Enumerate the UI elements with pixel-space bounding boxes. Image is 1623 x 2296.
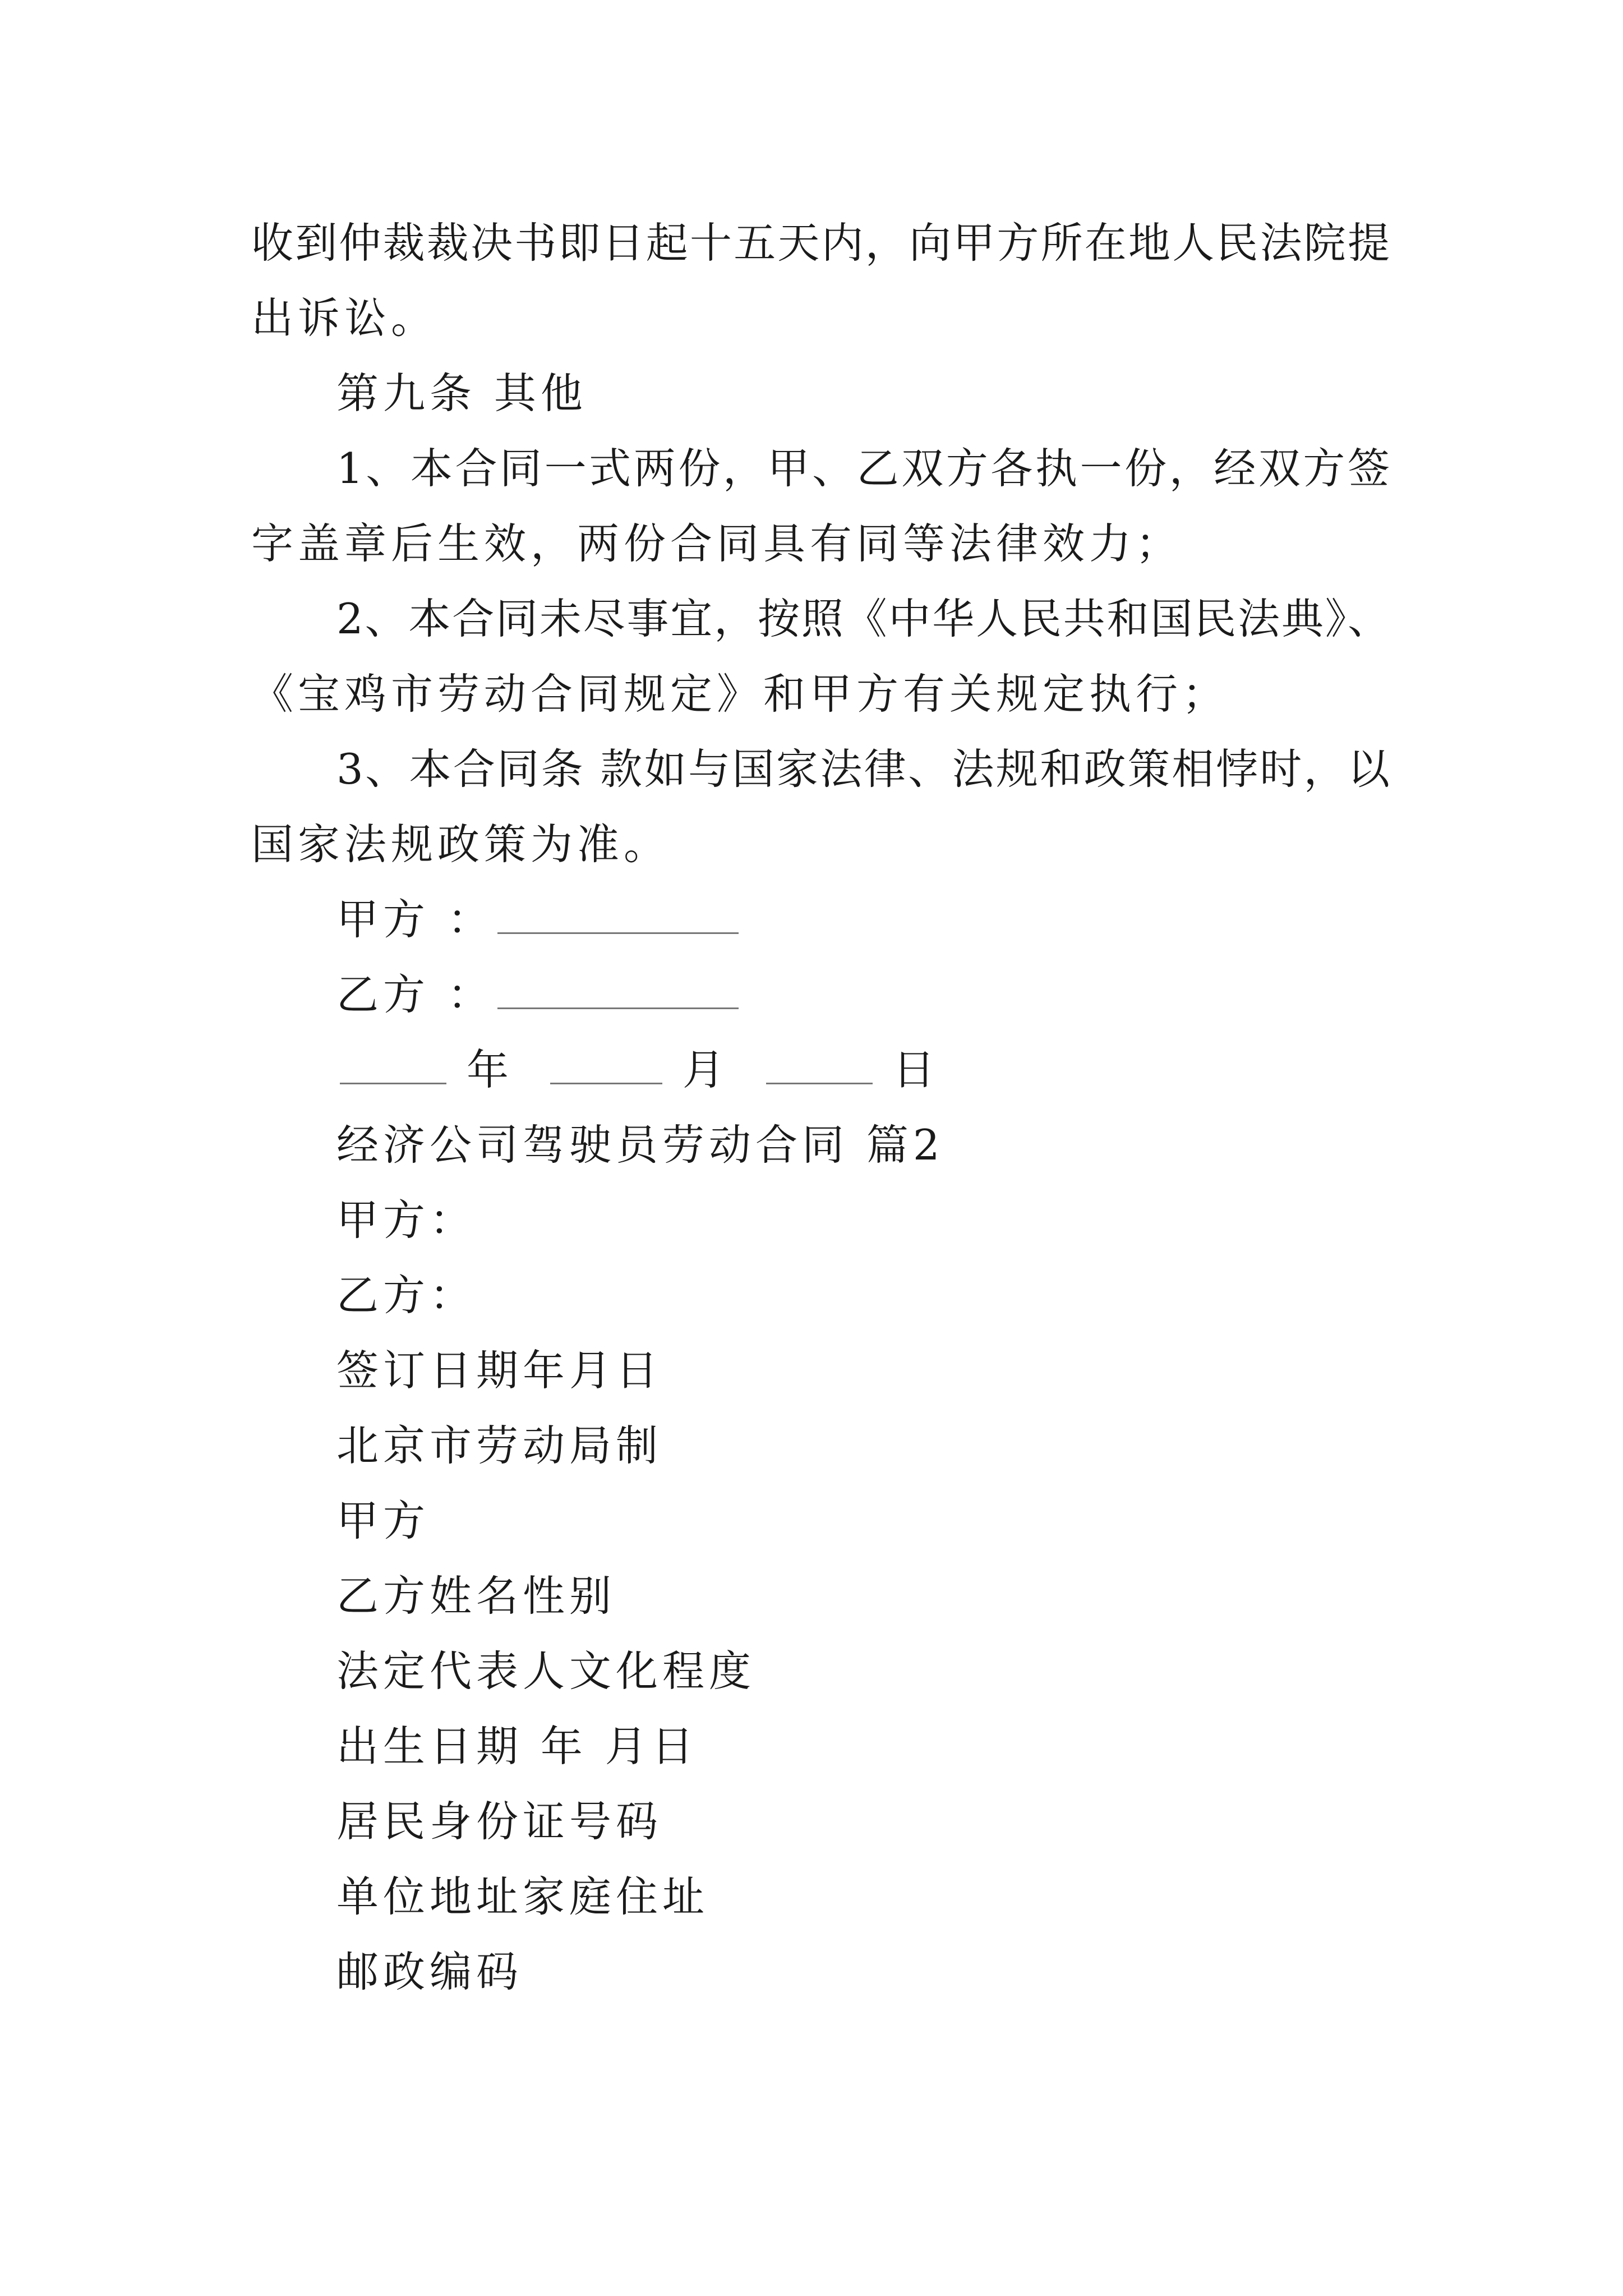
party-b-label: 乙方 ：: [336, 970, 494, 1019]
party-a-signature: [336, 891, 742, 947]
month-label: 月: [683, 1045, 730, 1094]
day-label: 日: [893, 1045, 940, 1094]
address-line: 单位地址家庭住址: [336, 1872, 709, 1921]
legal-rep-education-line: 法定代表人文化程度: [336, 1646, 756, 1696]
party-b-line: 乙方：: [336, 1271, 477, 1320]
article-heading: 第九条 其他: [336, 369, 587, 418]
issuer-line: 北京市劳动局制: [336, 1421, 663, 1470]
paragraph-line: 国家法规政策为准。: [251, 820, 671, 869]
paragraph-line: 出诉讼。: [251, 293, 438, 343]
party-a-label: 甲方 ：: [336, 895, 494, 944]
year-label: 年: [467, 1045, 514, 1094]
day-blank: [766, 1049, 873, 1084]
party-b-signature: [336, 967, 742, 1023]
month-blank: [550, 1049, 662, 1084]
birth-date-line: 出生日期 年 月日: [336, 1722, 698, 1771]
postal-code-line: 邮政编码: [336, 1947, 523, 1996]
party-a-plain-line: 甲方: [336, 1496, 430, 1545]
id-number-line: 居民身份证号码: [336, 1797, 663, 1846]
party-b-name-gender-line: 乙方姓名性别: [336, 1571, 616, 1621]
date-line: [336, 1042, 939, 1098]
year-blank: [340, 1049, 446, 1084]
party-b-blank: [497, 974, 739, 1009]
paragraph-line: 3、本合同条 款如与国家法律、法规和政策相悖时，以: [336, 744, 1390, 794]
paragraph-line: 《宝鸡市劳动合同规定》和甲方有关规定执行；: [251, 669, 1229, 719]
party-a-blank: [497, 899, 739, 934]
paragraph-line: 字盖章后生效，两份合同具有同等法律效力；: [251, 519, 1183, 568]
paragraph-line: 1、本合同一式两份，甲、乙双方各执一份，经双方签: [336, 444, 1390, 493]
section-title: 经济公司驾驶员劳动合同 篇2: [336, 1120, 944, 1170]
sign-date-line: 签订日期年月日: [336, 1346, 663, 1395]
paragraph-line: 2、本合同未尽事宜，按照《中华人民共和国民法典》、: [336, 594, 1390, 643]
party-a-line: 甲方：: [336, 1195, 477, 1245]
paragraph-line: 收到仲裁裁决书即日起十五天内，向甲方所在地人民法院提: [251, 218, 1390, 268]
